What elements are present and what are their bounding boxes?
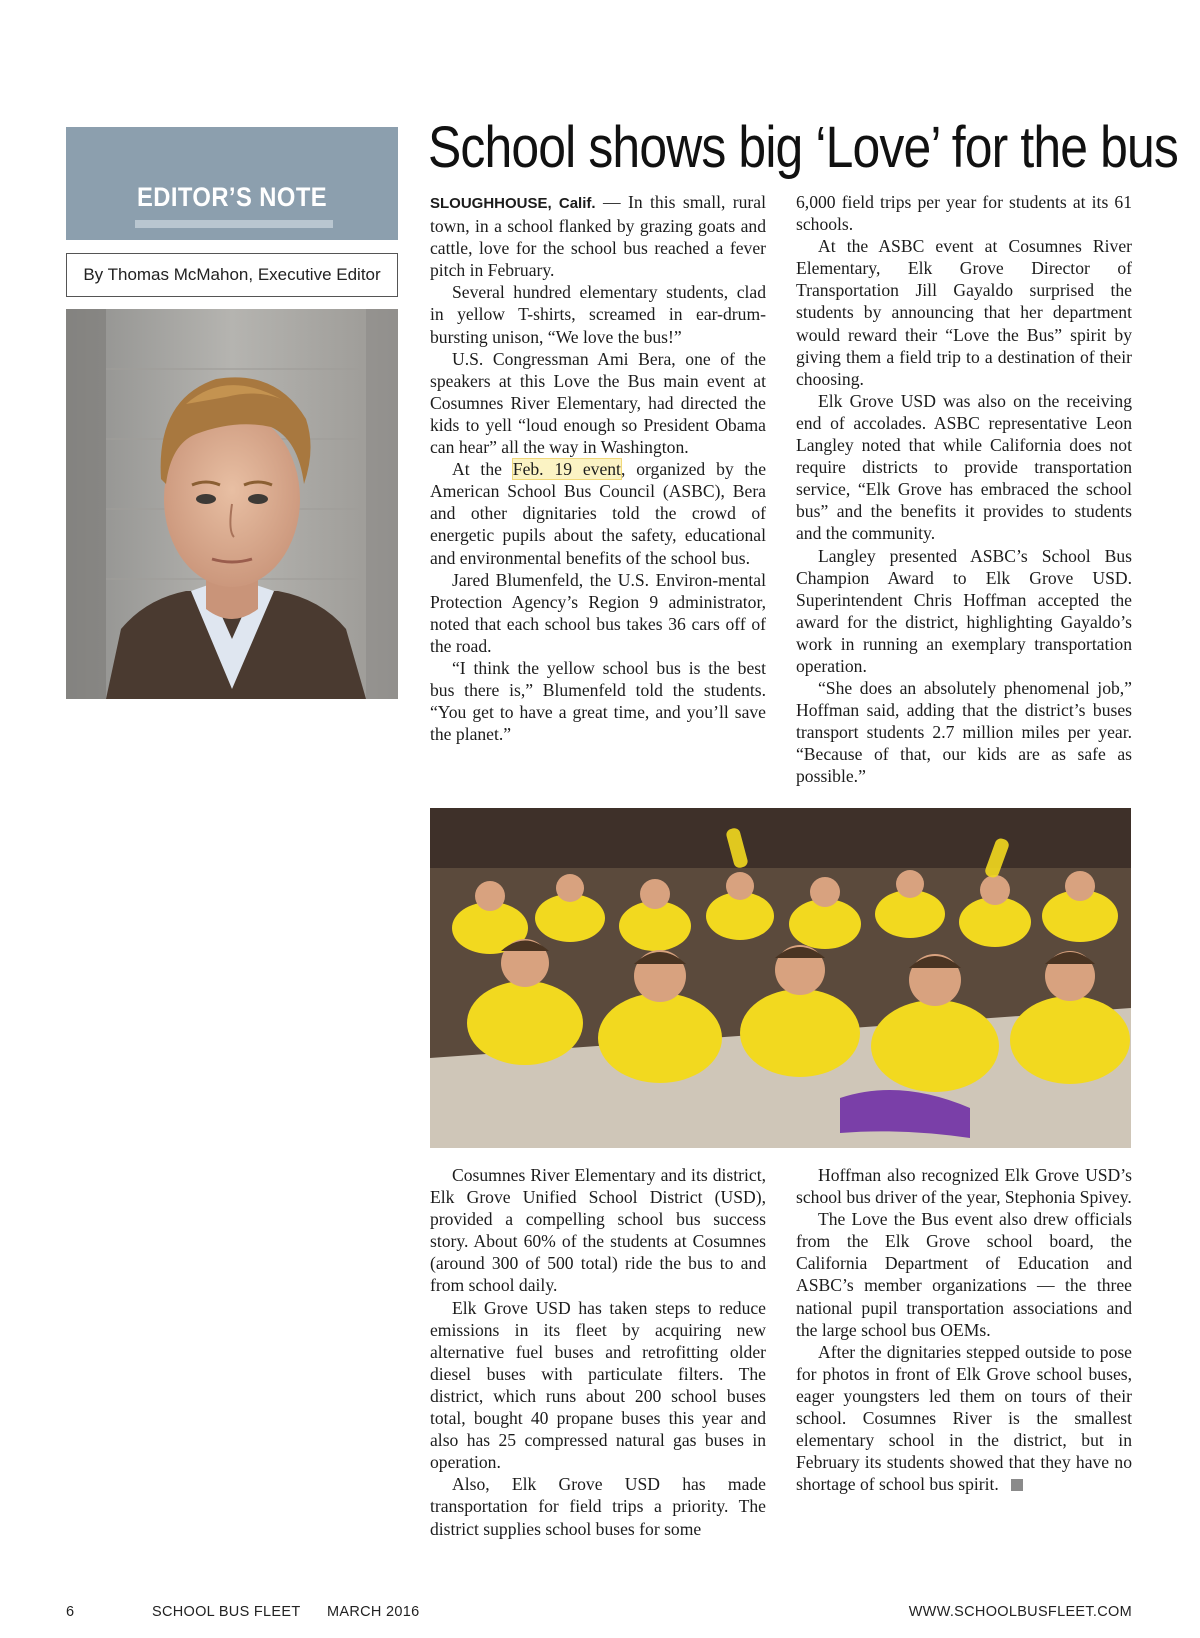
paragraph-text: — In this small, rural town, in a school flanked by grazing goats and cattle, love for the school bus reached a fever pitch in February. [430, 192, 766, 281]
paragraph [430, 458, 766, 568]
paragraph-text: At the [452, 459, 502, 480]
publication-name: SCHOOL BUS FLEET [152, 1604, 301, 1620]
editors-note-title: EDITOR’S NOTE [136, 182, 328, 212]
paragraph [430, 191, 766, 281]
article-headline: School shows big ‘Love’ for the bus [428, 115, 1178, 180]
paragraph-text: , organized by the American School Bus Council (ASBC), Bera and other dignitaries told the crowd of energetic pupils about the safety, educational and environmental benefits of the school bus. [430, 459, 766, 568]
page-number: 6 [66, 1604, 75, 1620]
paragraph: Elk Grove USD was also on the receiving end of accolades. ASBC representative Leon Langley noted that while California does not require districts to provide transportation service, “Elk Grove has embraced the school bus” and the benefits it provides to students and the community. [796, 390, 1132, 544]
editor-portrait-photo [66, 309, 398, 699]
paragraph: 6,000 field trips per year for students at its 61 schools. [796, 192, 1132, 235]
portrait-illustration [66, 309, 398, 699]
end-of-story-icon [1011, 1479, 1023, 1491]
article-column-3 [430, 1164, 766, 1540]
article-column-2 [796, 191, 1132, 788]
article-column-1 [430, 191, 766, 745]
paragraph: Elk Grove USD has taken steps to reduce emissions in its fleet by acquiring new alternative fuel buses and retrofitting older diesel buses with particulate filters. The district, which runs about 200 school buses total, bought 40 propane buses this year and also has 25 compressed natural gas buses in operation. [430, 1297, 766, 1473]
paragraph: “I think the yellow school bus is the best bus there is,” Blumenfeld told the students. “You get to have a great time, and you’ll save the planet.” [430, 657, 766, 745]
paragraph: Cosumnes River Elementary and its district, Elk Grove Unified School District (USD), provided a compelling school bus success story. About 60% of the students at Cosumnes (around 300 of 500 total) ride the bus to and from school daily. [430, 1165, 766, 1296]
issue-date: MARCH 2016 [327, 1604, 420, 1620]
paragraph: Hoffman also recognized Elk Grove USD’s school bus driver of the year, Stephonia Spivey. [796, 1165, 1132, 1208]
paragraph: Several hundred elementary students, clad in yellow T-shirts, screamed in ear-drum-bursting unison, “We love the bus!” [430, 282, 766, 347]
website-link[interactable]: WWW.SCHOOLBUSFLEET.COM [908, 1604, 1132, 1620]
byline: By Thomas McMahon, Executive Editor [66, 253, 398, 297]
paragraph: Jared Blumenfeld, the U.S. Environ-mental Protection Agency’s Region 9 administrator, noted that each school bus takes 36 cars off of the road. [430, 569, 766, 656]
paragraph: The Love the Bus event also drew officials from the Elk Grove school board, the California Department of Education and ASBC’s member organizations — the three national pupil transportation associations and the large school bus OEMs. [796, 1209, 1132, 1340]
paragraph: Langley presented ASBC’s School Bus Champion Award to Elk Grove USD. Superintendent Chris Hoffman accepted the award for the district, highlighting Gayaldo’s work in running an exemplary transportation operation. [796, 545, 1132, 676]
article-column-4 [796, 1164, 1132, 1495]
paragraph: “She does an absolutely phenomenal job,” Hoffman said, adding that the district’s buses transport students 2.7 million miles per year. “Because of that, our kids are as safe as possible.” [796, 678, 1132, 787]
paragraph: Also, Elk Grove USD has made transportation for field trips a priority. The district supplies school buses for some [430, 1474, 766, 1539]
editors-note-underline [135, 220, 333, 228]
paragraph [796, 1341, 1132, 1496]
paragraph: At the ASBC event at Cosumnes River Elementary, Elk Grove Director of Transportation Jill Gayaldo surprised the students by announcing that her department would reward their “Love the Bus” spirit by giving them a field trip to a destination of their choosing. [796, 236, 1132, 389]
dateline: SLOUGHHOUSE, Calif. [430, 195, 596, 212]
highlighted-date: Feb. 19 event [512, 459, 621, 480]
students-event-photo [430, 808, 1131, 1148]
paragraph: U.S. Congressman Ami Bera, one of the speakers at this Love the Bus main event at Cosumnes River Elementary, had directed the kids to yell “loud enough so President Obama can hear” all the way in Washington. [430, 348, 766, 458]
paragraph-text: After the dignitaries stepped outside to pose for photos in front of Elk Grove school buses, eager youngsters led them on tours of their school. Cosumnes River is the smallest elementary school in the district, but in February its students showed that they have no shortage of school bus spirit. [796, 1341, 1132, 1495]
students-illustration [430, 808, 1131, 1148]
